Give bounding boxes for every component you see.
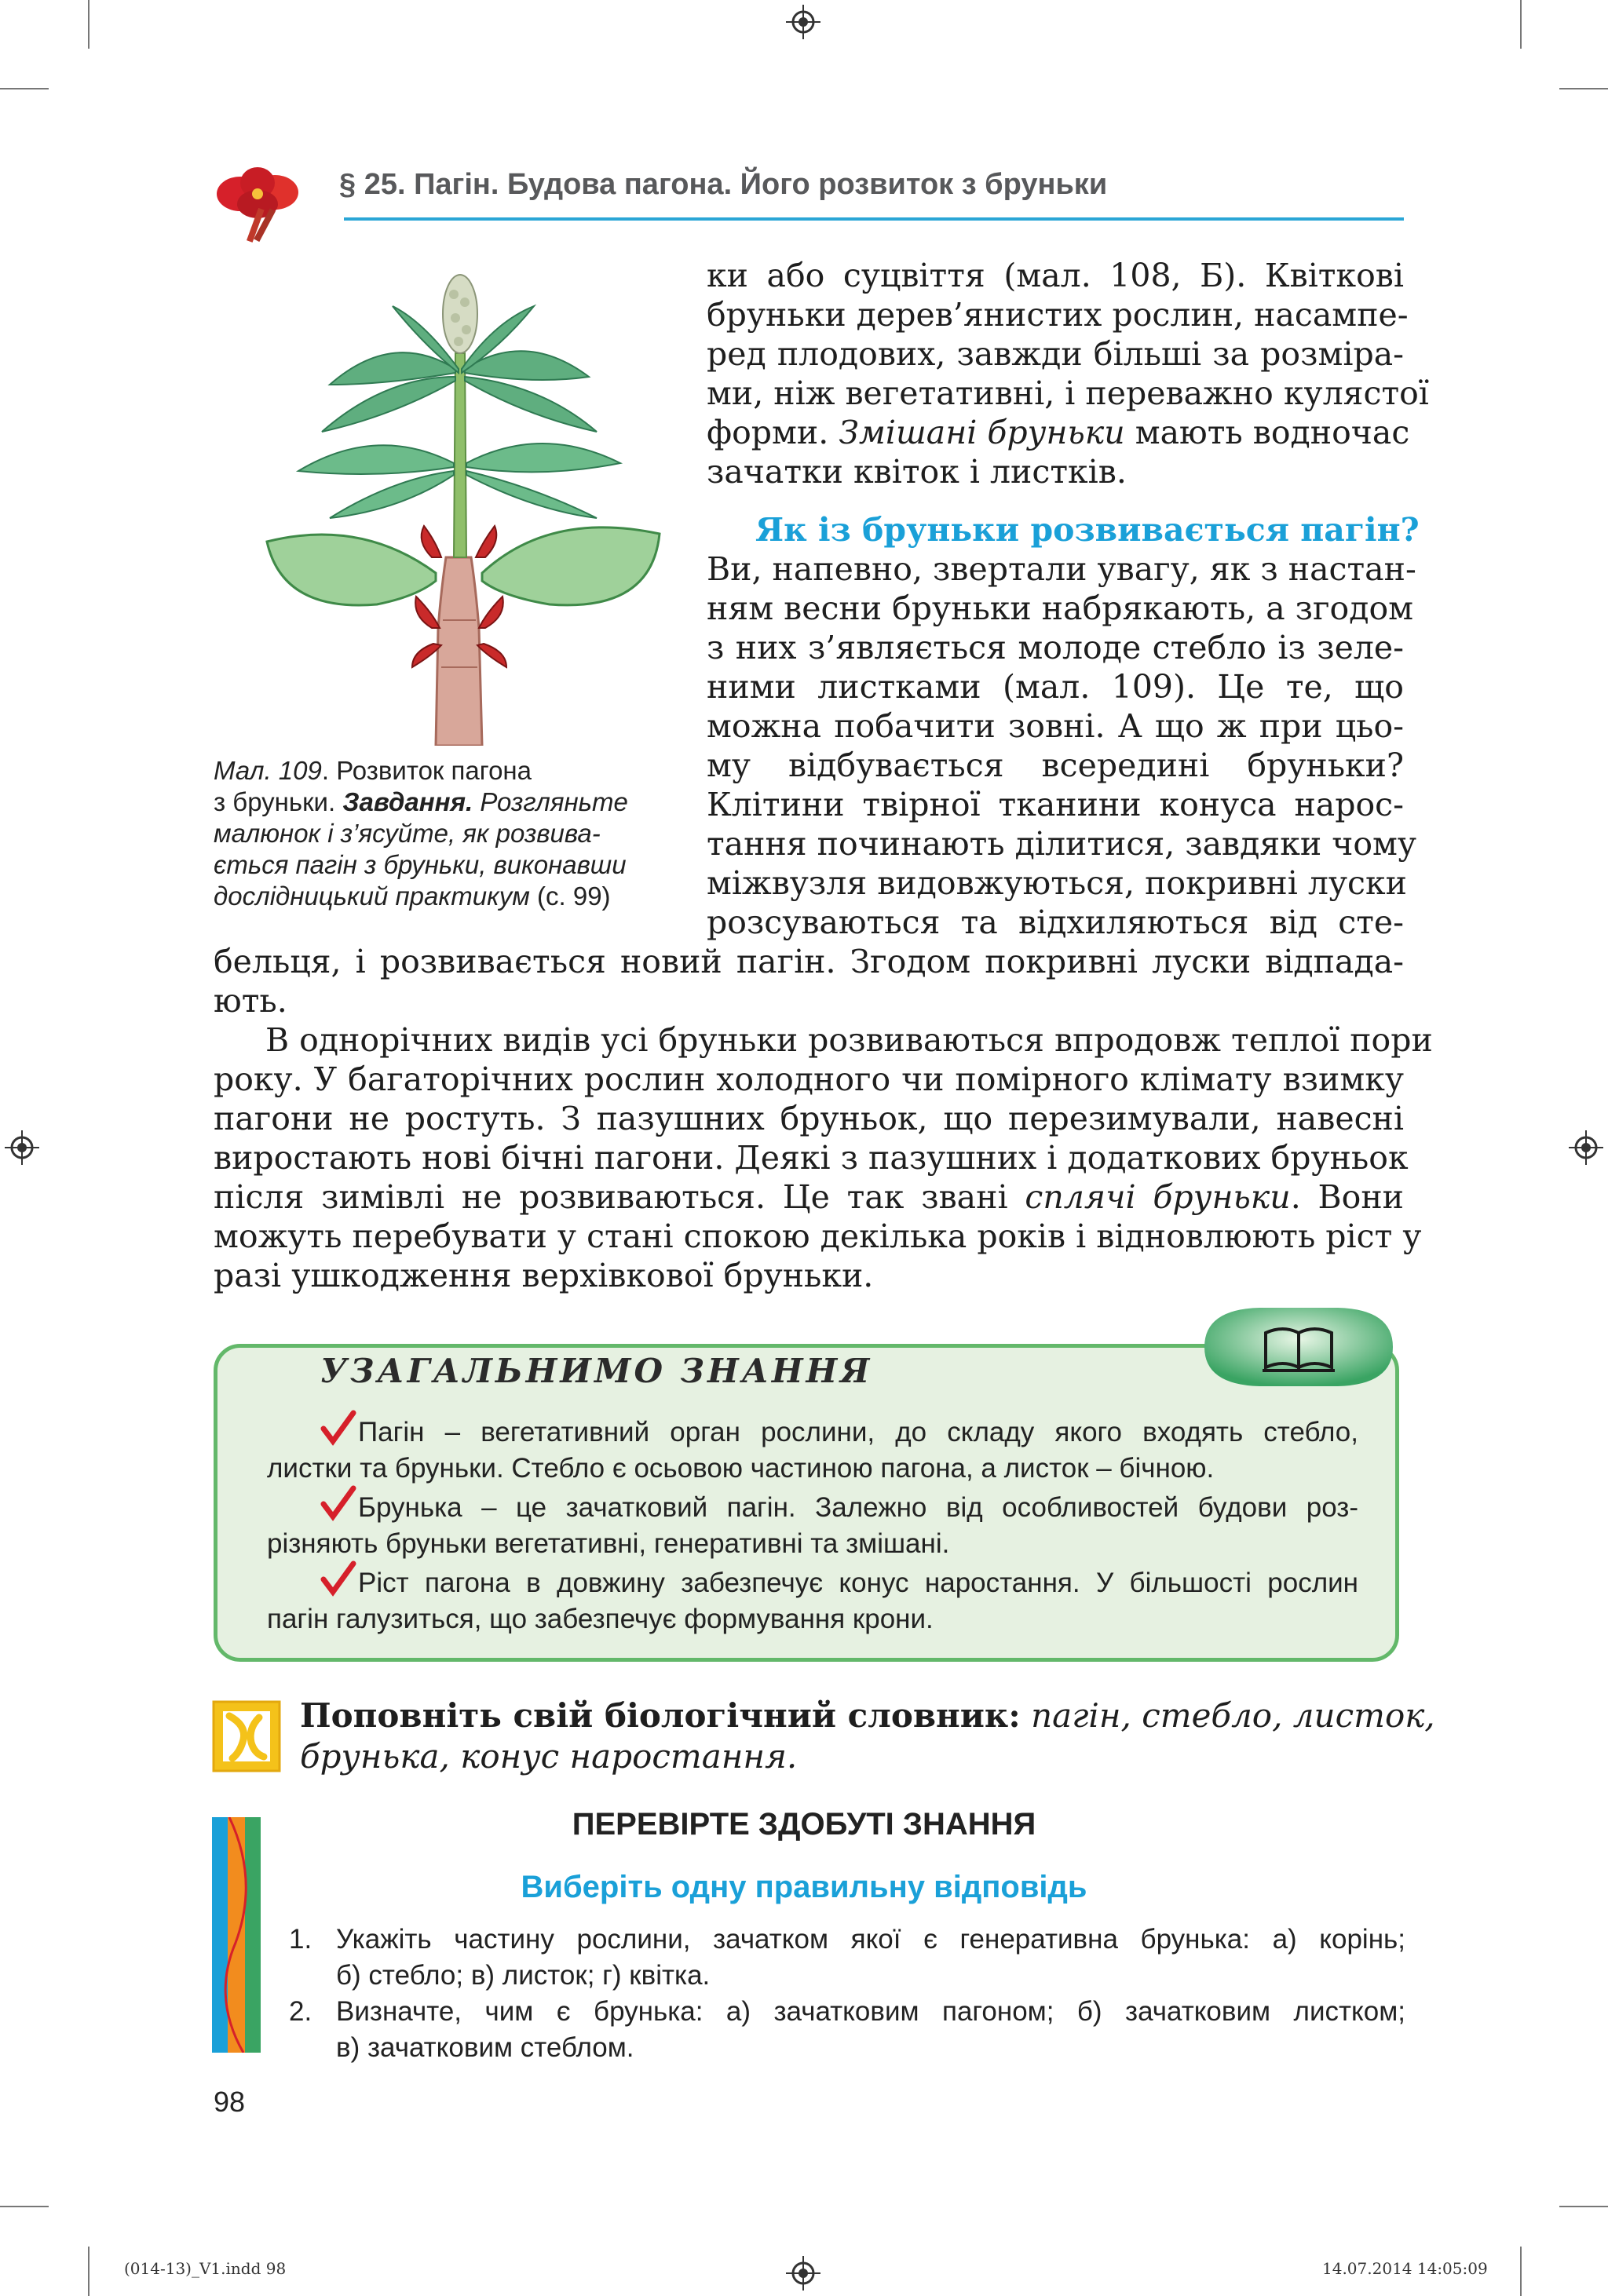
body-paragraph-right: ки або суцвіття (мал. 108, Б). Квіткові бруньки дерев’янистих рослин, насампе- ред плодових, завжди більші за розміра- ми, ніж вегетативні, і переважно кулястої форми. Змішані бруньки мають водночас зачатки квіток і листків. [707,257,1429,491]
crop-mark [88,2247,90,2296]
question-heading: Як із бруньки розвивається пагін? [755,511,1420,549]
registration-mark-icon [786,2256,820,2291]
registration-mark-icon [1569,1130,1603,1165]
section-title: § 25. Пагін. Будова пагона. Його розвиток з бруньки [339,168,1108,201]
header-rule [344,217,1404,221]
test-title: ПЕРЕВІРТЕ ЗДОБУТІ ЗНАННЯ [572,1807,1036,1842]
crop-mark [0,2206,49,2207]
crop-mark [88,0,90,49]
checkmark-icon [320,1410,356,1446]
crop-mark [1520,0,1522,49]
slug-date: 14.07.2014 14:05:09 [1322,2259,1488,2278]
dictionary-icon [212,1700,281,1772]
crop-mark [0,88,49,89]
checkmark-icon [320,1560,356,1597]
registration-mark-icon [786,5,820,39]
registration-mark-icon [5,1130,39,1165]
body-paragraph-full: бельця, і розвивається новий пагін. Згодом покривні луски відпада- ють. В однорічних видів усі бруньки розвиваються впродовж теплої пори року. У багаторічних рослин холодного чи помірного клімату взимку пагони не ростуть. З пазушних бруньок, що перезимували, навесні виростають нові бічні пагони. Деякі з пазушних і додаткових бруньок після зимівлі не розвиваються. Це так звані сплячі бруньки. Вони можуть перебувати у стані спокою декілька років і відновлюють ріст у разі ушкодження верхівкової бруньки. [214,943,1433,1294]
flower-icon [210,161,305,247]
crop-mark [1520,2247,1522,2296]
test-subtitle: Виберіть одну правильну відповідь [521,1870,1087,1904]
crop-mark [1559,2206,1608,2207]
page-number: 98 [214,2086,246,2118]
crop-mark [1559,88,1608,89]
checkmark-icon [320,1485,356,1521]
summary-item: Брунька – це зачатковий пагін. Залежно від особливостей будови роз- різняють бруньки вегетативні, генеративні та змішані. [267,1485,1358,1562]
summary-item: Пагін – вегетативний орган рослини, до складу якого входять стебло, листки та бруньки. Стебло є осьовою частиною пагона, а листок – бічною. [267,1410,1358,1487]
question-item: 1. Укажіть частину рослини, зачатком якої є генеративна брунька: а) корінь; б) стебло; в) листок; г) квітка. [289,1924,1405,1991]
book-icon [1197,1301,1401,1393]
test-section-bar [212,1817,261,2053]
question-item: 2. Визначте, чим є брунька: а) зачатковим пагоном; б) зачатковим листком; в) зачатковим стеблом. [289,1996,1405,2063]
figure-caption: Мал. 109. Розвиток пагона з бруньки. Завдання. Розгляньте малюнок і з’ясуйте, як розвива- ється пагін з бруньки, виконавши дослідницький практикум (с. 99) [214,756,628,911]
summary-item: Ріст пагона в довжину забезпечує конус наростання. У більшості рослин пагін галузиться, що забезпечує формування крони. [267,1560,1358,1637]
plant-shoot-illustration [236,259,691,746]
slug-file: (014-13)_V1.indd 98 [124,2259,287,2278]
body-paragraph-question: Як із бруньки розвивається пагін? Ви, напевно, звертали увагу, як з настан- ням весни бруньки набрякають, а згодом з них з’являється молоде стебло із зеле- ними листками (мал. 109). Це те, що можна побачити зовні. А що ж при цьо- му відбувається всередині бруньки? Клітини твірної тканини конуса нарос- тання починають ділитися, завдяки чому міжвузля видовжуються, покривні луски розсуваються та відхиляються від сте- [707,511,1420,941]
summary-title: УЗАГАЛЬНИМО ЗНАННЯ [320,1352,873,1390]
dictionary-task: Поповніть свій біологічний словник: пагін, стебло, листок, брунька, конус наростання. [300,1696,1435,1776]
